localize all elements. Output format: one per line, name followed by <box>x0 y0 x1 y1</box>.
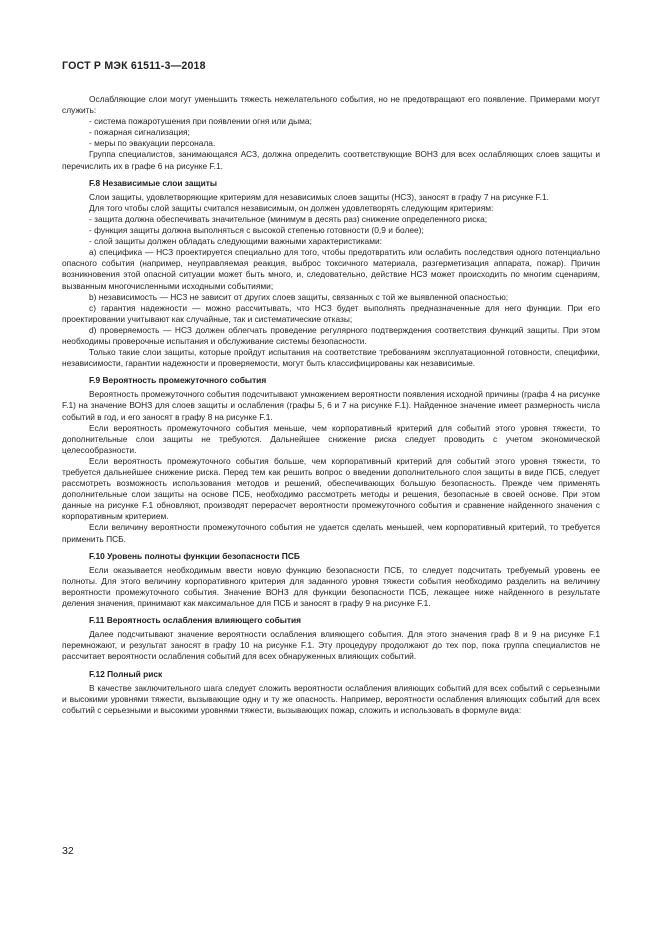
paragraph: Ослабляющие слои могут уменьшить тяжесть нежелательного события, но не предотвращают его появление. Примерами могут служить: <box>62 94 600 116</box>
list-item: c) гарантия надежности — можно рассчитывать, что НСЗ будет выполнять предназначенные для него функции. При его проектировании учитывают как случайные, так и систематические отказы; <box>62 302 600 324</box>
paragraph: Вероятность промежуточного события подсчитывают умножением вероятности появления исходной причины (графа 4 на рисунке F.1) на значение ВОНЗ для слоев защиты и ослабления (графы 5, 6 и 7 на рисунке F.1). Найденное значение имеет размерность числа событий в год, и его заносят в графу 8 на рисунке F.1. <box>62 389 600 422</box>
section-heading-f10: F.10 Уровень полноты функции безопасности ПСБ <box>89 550 300 561</box>
section-heading-f9: F.9 Вероятность промежуточного события <box>89 375 267 386</box>
document-body <box>62 94 600 716</box>
section-heading-f11: F.11 Вероятность ослабления влияющего события <box>89 615 302 626</box>
paragraph: Группа специалистов, занимающаяся АСЗ, должна определить соответствующие ВОНЗ для всех ослабляющих слоев защиты и перечислить их в графе 6 на рисунке F.1. <box>62 149 600 171</box>
list-item: - функция защиты должна выполняться с высокой степенью готовности (0,9 и более); <box>89 225 424 236</box>
section-heading-f8: F.8 Независимые слои защиты <box>89 177 217 188</box>
list-item: d) проверяемость — НСЗ должен облегчать проведение регулярного подтверждения соответствия функций защиты. При этом необходимы проверочные испытания и обслуживание системы безопасности. <box>62 324 600 346</box>
list-item: - защита должна обеспечивать значительное (минимум в десять раз) снижение определенного риска; <box>89 213 488 224</box>
paragraph: Для того чтобы слой защиты считался независимым, он должен удовлетворять следующим критериям: <box>89 202 494 213</box>
paragraph: Если величину вероятности промежуточного события не удается сделать меньшей, чем корпоративный критерий, то требуется применить ПСБ. <box>62 522 600 544</box>
paragraph: В качестве заключительного шага следует сложить вероятности ослабления влияющих событий для всех событий с серьезными и высокими уровнями тяжести, вызывающие одну и ту же опасность. Например, вероятности ослабления влияющих событий для всех событий с серьезными и высокими уровнями тяжести, вызывающих пожар, сложить и использовать в формуле вида: <box>62 682 600 715</box>
paragraph: Далее подсчитывают значение вероятности ослабления влияющего события. Для этого значения граф 8 и 9 на рисунке F.1 перемножают, и результат заносят в графу 10 на рисунке F.1. Эту процедуру продолжают до тех пор, пока группа специалистов не рассчитает вероятности ослабления событий для всех обнаруженных влияющих событий. <box>62 629 600 662</box>
list-item: - слой защиты должен обладать следующими важными характеристиками: <box>89 236 382 247</box>
paragraph: Слои защиты, удовлетворяющие критериям для независимых слоев защиты (НСЗ), заносят в графу 7 на рисунке F.1. <box>89 191 549 202</box>
paragraph: Если вероятность промежуточного события больше, чем корпоративный критерий для событий этого уровня тяжести, то требуется дальнейшее снижение риска. Перед тем как решить вопрос о введении дополнительного слоя защиты в виде ПСБ, следует рассмотреть возможность использования методов и решений, обеспечивающих большую безопасность. Прежде чем применять дополнительные слои защиты на основе ПСБ, необходимо рассмотреть методы и решения, безопасные в своей основе. При этом данные на рисунке F.1 обновляют, производят перерасчет вероятности промежуточного события и сравнение найденного значения с корпоративным критерием. <box>62 455 600 522</box>
list-item: a) специфика — НСЗ проектируется специально для того, чтобы предотвратить или ослабить последствия одного потенциально опасного события (например, неуправляемая реакция, выброс токсичного материала, разгерметизация аппарата, пожар). Причин возникновения этой опасной ситуации может быть много, и, следовательно, действие НСЗ может происходить по многим сценариям, вызванным многочисленными исходными событиями; <box>62 247 600 291</box>
list-item: - пожарная сигнализация; <box>89 127 190 138</box>
paragraph: Если вероятность промежуточного события меньше, чем корпоративный критерий для событий этого уровня тяжести, то дополнительные слои защиты не требуются. Дальнейшее снижение риска следует проводить с учетом экономической целесообразности. <box>62 422 600 455</box>
list-item: - система пожаротушения при появлении огня или дыма; <box>89 116 312 127</box>
document-header: ГОСТ Р МЭК 61511-3—2018 <box>62 60 206 72</box>
page-number: 32 <box>62 845 74 857</box>
paragraph: Только такие слои защиты, которые пройдут испытания на соответствие требованиям эксплуатационной готовности, специфики, независимости, гарантии надежности и проверяемости, могут быть классифицированы как независимые. <box>62 347 600 369</box>
paragraph: Если оказывается необходимым ввести новую функцию безопасности ПСБ, то следует подсчитать требуемый уровень ее полноты. Для этого величину корпоративного критерия для заданного уровня тяжести события необходимо разделить на величину вероятности промежуточного события. Значение ВОНЗ для функции безопасности ПСБ, лежащее ниже найденного в результате деления значения, принимают как максимальное для ПСБ и заносят в графу 9 на рисунке F.1. <box>62 564 600 609</box>
list-item: b) независимость — НСЗ не зависит от других слоев защиты, связанных с той же выявленной опасностью; <box>89 291 509 302</box>
list-item: - меры по эвакуации персонала. <box>89 138 216 149</box>
section-heading-f12: F.12 Полный риск <box>89 668 163 679</box>
